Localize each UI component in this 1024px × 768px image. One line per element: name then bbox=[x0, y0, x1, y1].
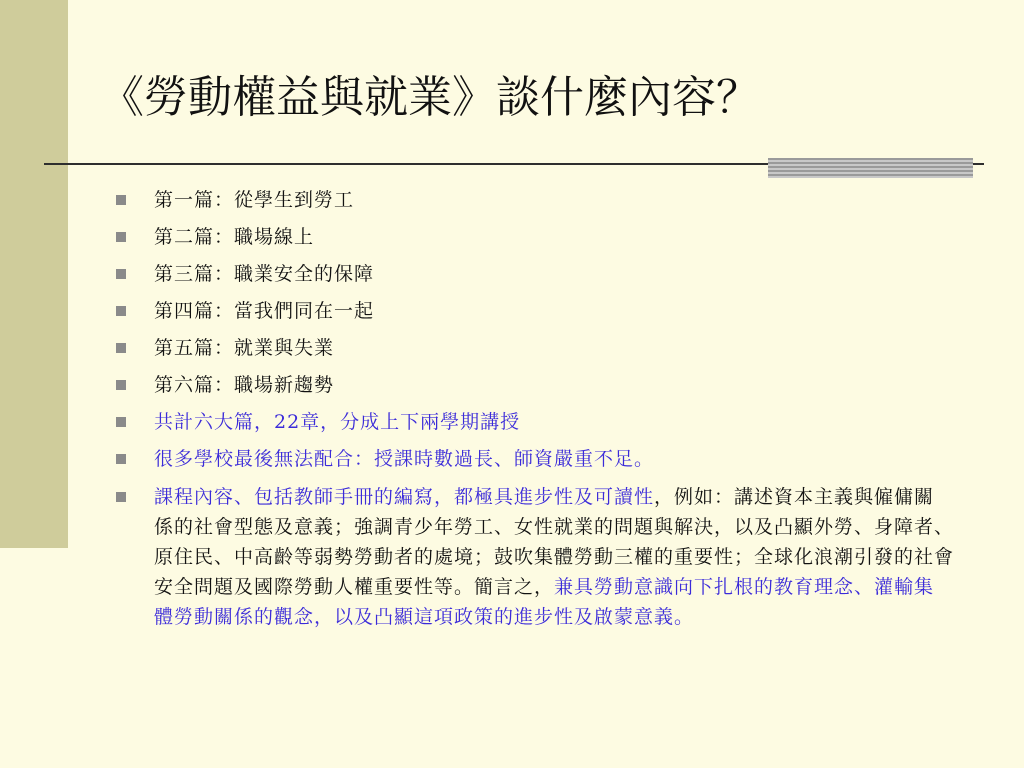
list-item-text: 共計六大篇，22章，分成上下兩學期講授 bbox=[154, 411, 521, 433]
list-item bbox=[112, 256, 954, 293]
list-item bbox=[112, 367, 954, 404]
list-item bbox=[112, 293, 954, 330]
list-item bbox=[112, 182, 954, 219]
list-item-text: 很多學校最後無法配合：授課時數過長、師資嚴重不足。 bbox=[154, 448, 655, 470]
list-item-text: 第三篇：職業安全的保障 bbox=[154, 263, 375, 285]
list-item-text: 第六篇：職場新趨勢 bbox=[154, 374, 335, 396]
list-item-text: 第二篇：職場線上 bbox=[154, 226, 315, 248]
square-bullet-icon bbox=[116, 417, 126, 427]
list-item-course-content bbox=[112, 478, 954, 632]
title-accent-bar bbox=[768, 158, 973, 178]
list-item-text: 第五篇：就業與失業 bbox=[154, 337, 335, 359]
square-bullet-icon bbox=[116, 492, 126, 502]
course-content-body: ，例如：講述資本主義與僱傭關係的社會型態及意義；強調青少年勞工、女性就業的問題與解決，以及凸顯外勞、身障者、原住民、中高齡等弱勢勞動者的處境；鼓吹集體勞動三權的重要性；全球化浪潮引發的社會安全問題及國際勞動人權重要性等。簡言之， bbox=[154, 486, 955, 598]
course-content-highlight-1: 課程內容、包括教師手冊的編寫，都極具進步性及可讀性 bbox=[154, 486, 655, 508]
course-content-highlight-2: 兼具勞動意識向下扎根的教育理念、灌輸集體勞動關係的觀念，以及凸顯這項政策的進步性及啟蒙意義。 bbox=[154, 576, 935, 628]
square-bullet-icon bbox=[116, 195, 126, 205]
list-item-highlight bbox=[112, 441, 954, 478]
list-item-text: 第四篇：當我們同在一起 bbox=[154, 300, 375, 322]
list-item-highlight bbox=[112, 404, 954, 441]
left-decorative-band bbox=[0, 0, 68, 548]
square-bullet-icon bbox=[116, 454, 126, 464]
square-bullet-icon bbox=[116, 343, 126, 353]
square-bullet-icon bbox=[116, 232, 126, 242]
list-item bbox=[112, 330, 954, 367]
square-bullet-icon bbox=[116, 306, 126, 316]
square-bullet-icon bbox=[116, 380, 126, 390]
slide-title: 《勞動權益與就業》談什麼內容？ bbox=[100, 72, 760, 123]
square-bullet-icon bbox=[116, 269, 126, 279]
list-item-text: 第一篇：從學生到勞工 bbox=[154, 189, 355, 211]
list-item bbox=[112, 219, 954, 256]
bullet-list bbox=[112, 182, 954, 632]
